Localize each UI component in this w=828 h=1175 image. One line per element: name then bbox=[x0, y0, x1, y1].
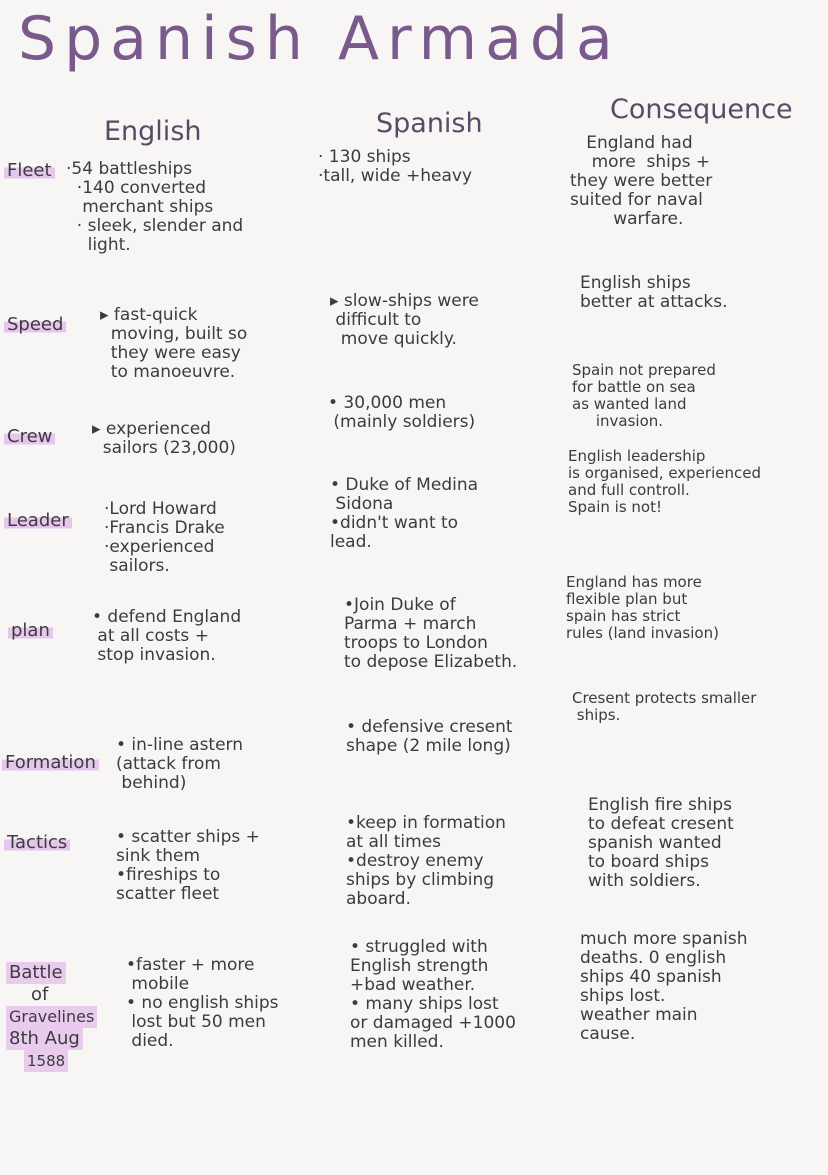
column-header-consequence: Consequence bbox=[610, 94, 793, 125]
battle-label-line: Battle bbox=[6, 962, 66, 984]
row-label-formation: Formation bbox=[2, 752, 99, 774]
fleet-consequence: England had more ships + they were better suited for naval warfare. bbox=[570, 133, 713, 229]
formation-consequence: Cresent protects smaller ships. bbox=[572, 689, 757, 724]
column-header-spanish: Spanish bbox=[376, 108, 483, 139]
row-label-speed: Speed bbox=[4, 314, 66, 336]
crew-consequence: Spain not prepared for battle on sea as wanted land invasion. bbox=[572, 361, 716, 430]
battle-label-line: 1588 bbox=[24, 1050, 68, 1072]
plan-consequence: England has more flexible plan but spain has strict rules (land invasion) bbox=[566, 573, 719, 642]
battle-english: •faster + more mobile • no english ships lost but 50 men died. bbox=[126, 955, 279, 1051]
battle-label-line: Gravelines bbox=[6, 1006, 97, 1028]
crew-english: ▸ experienced sailors (23,000) bbox=[92, 419, 236, 458]
plan-english: • defend England at all costs + stop invasion. bbox=[92, 607, 242, 665]
plan-spanish: •Join Duke of Parma + march troops to London to depose Elizabeth. bbox=[344, 595, 518, 672]
row-label-tactics: Tactics bbox=[4, 832, 70, 854]
page-title: Spanish Armada bbox=[18, 4, 621, 74]
tactics-spanish: •keep in formation at all times •destroy enemy ships by climbing aboard. bbox=[346, 813, 506, 909]
speed-english: ▸ fast-quick moving, built so they were easy to manoeuvre. bbox=[100, 305, 248, 382]
leader-spanish: • Duke of Medina Sidona •didn't want to lead. bbox=[330, 475, 479, 552]
speed-consequence: English ships better at attacks. bbox=[580, 273, 728, 312]
crew-spanish: • 30,000 men (mainly soldiers) bbox=[328, 393, 476, 432]
fleet-spanish: · 130 ships ·tall, wide +heavy bbox=[318, 147, 473, 186]
row-label-fleet: Fleet bbox=[4, 160, 55, 182]
tactics-consequence: English fire ships to defeat cresent spanish wanted to board ships with soldiers. bbox=[588, 795, 734, 891]
leader-english: ·Lord Howard ·Francis Drake ·experienced sailors. bbox=[104, 499, 225, 576]
battle-consequence: much more spanish deaths. 0 english ships 40 spanish ships lost. weather main cause. bbox=[580, 929, 748, 1044]
column-header-english: English bbox=[104, 116, 202, 147]
row-label-leader: Leader bbox=[4, 510, 72, 532]
row-label-crew: Crew bbox=[4, 426, 55, 448]
row-label-battle-of-gravelines bbox=[6, 962, 97, 1072]
row-label-plan: plan bbox=[8, 620, 53, 642]
formation-spanish: • defensive cresent shape (2 mile long) bbox=[346, 717, 513, 756]
battle-spanish: • struggled with English strength +bad weather. • many ships lost or damaged +1000 men killed. bbox=[350, 937, 516, 1052]
leader-consequence: English leadership is organised, experienced and full controll. Spain is not! bbox=[568, 447, 761, 516]
speed-spanish: ▸ slow-ships were difficult to move quickly. bbox=[330, 291, 479, 349]
battle-label-line: 8th Aug bbox=[6, 1028, 83, 1050]
battle-label-line: of bbox=[31, 984, 49, 1005]
fleet-english: ·54 battleships ·140 converted merchant ships · sleek, slender and light. bbox=[66, 159, 244, 255]
tactics-english: • scatter ships + sink them •fireships to scatter fleet bbox=[116, 827, 260, 904]
formation-english: • in-line astern (attack from behind) bbox=[116, 735, 244, 793]
